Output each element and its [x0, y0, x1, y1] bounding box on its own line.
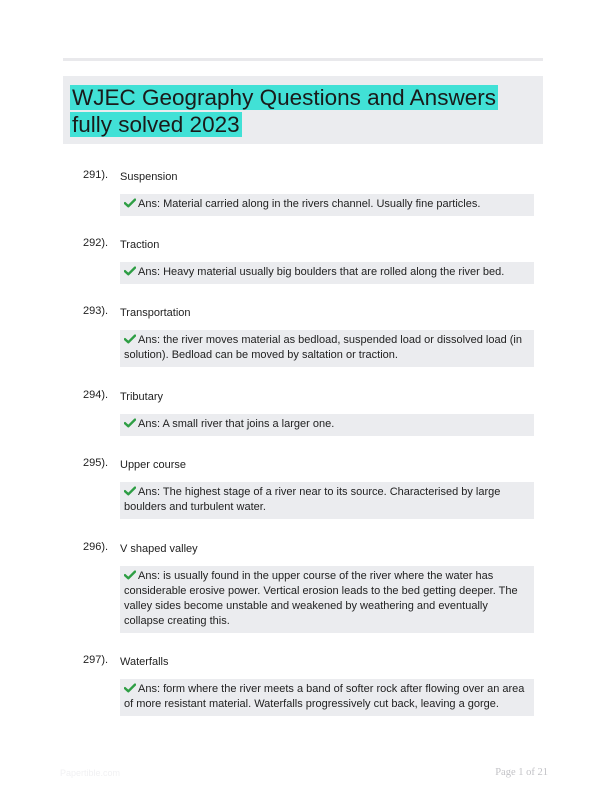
answer-text: Ans: A small river that joins a larger one. — [138, 418, 335, 430]
question-number: 297). — [83, 654, 109, 666]
check-icon — [124, 266, 136, 276]
answer-text: Ans: The highest stage of a river near to its source. Characterised by large boulders and turbulent water. — [124, 486, 501, 513]
question-number: 292). — [83, 237, 109, 249]
answer-box — [120, 194, 534, 216]
question-number: 296). — [83, 541, 109, 553]
answer-box — [120, 482, 534, 519]
top-divider — [63, 58, 543, 61]
question-number: 295). — [83, 457, 109, 469]
page-number: Page 1 of 21 — [495, 767, 548, 778]
answer-text: Ans: the river moves material as bedload, suspended load or dissolved load (in solution). Bedload can be moved by saltation or traction. — [124, 334, 522, 361]
question-number: 293). — [83, 305, 109, 317]
check-icon — [124, 570, 136, 580]
answer-box — [120, 679, 534, 716]
page-title: WJEC Geography Questions and Answers fully solved 2023 — [72, 85, 496, 137]
answer-text: Ans: Material carried along in the rivers channel. Usually fine particles. — [138, 198, 481, 210]
answer-box — [120, 414, 534, 436]
check-icon — [124, 418, 136, 428]
check-icon — [124, 683, 136, 693]
answer-box — [120, 330, 534, 367]
check-icon — [124, 198, 136, 208]
answer-box — [120, 262, 534, 284]
footer-site: Papertible.com — [60, 768, 121, 778]
question-text: Traction — [120, 239, 160, 251]
answer-text: Ans: is usually found in the upper course of the river where the water has considerable erosive power. Vertical erosion leads to the bed getting deeper. The valley sides become unstable and weakened by weathering and eventually collapse creating this. — [124, 570, 518, 627]
answer-box — [120, 566, 534, 633]
question-text: Suspension — [120, 171, 178, 183]
answer-text: Ans: form where the river meets a band of softer rock after flowing over an area of more resistant material. Waterfalls progressively cut back, leaving a gorge. — [124, 683, 525, 710]
check-icon — [124, 486, 136, 496]
question-text: V shaped valley — [120, 543, 198, 555]
question-text: Tributary — [120, 391, 163, 403]
answer-text: Ans: Heavy material usually big boulders that are rolled along the river bed. — [138, 266, 505, 278]
question-text: Waterfalls — [120, 656, 169, 668]
question-text: Transportation — [120, 307, 191, 319]
check-icon — [124, 334, 136, 344]
question-text: Upper course — [120, 459, 187, 471]
question-number: 294). — [83, 389, 109, 401]
question-number: 291). — [83, 169, 109, 181]
